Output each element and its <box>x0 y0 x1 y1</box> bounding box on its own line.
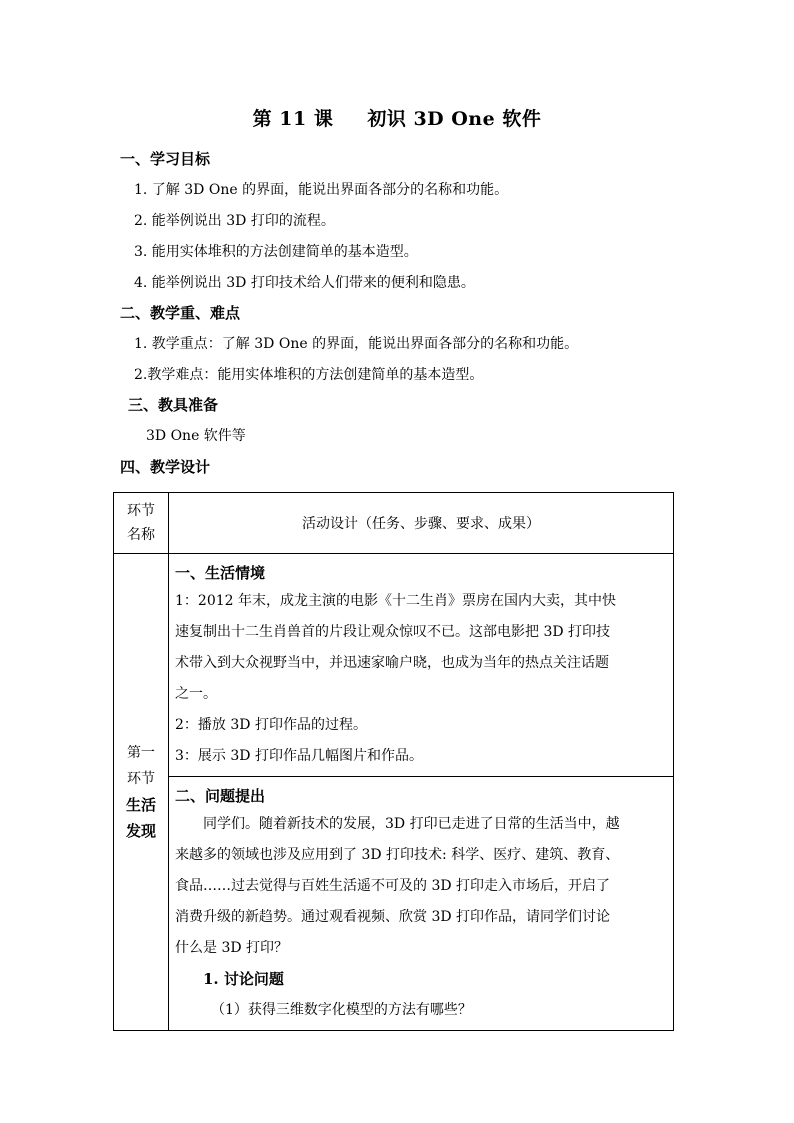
context-line: 1：2012 年末，成龙主演的电影《十二生肖》票房在国内大卖，其中快 <box>175 593 616 609</box>
header-stage-name: 环节 名称 <box>114 493 169 554</box>
lesson-number: 第 11 课 <box>252 108 334 130</box>
context-line: 之一。 <box>175 686 217 702</box>
teaching-design-table <box>113 492 674 1031</box>
difficult-point: 2.教学难点：能用实体堆积的方法创建简单的基本造型。 <box>134 367 484 383</box>
problem-raising-cell <box>169 777 674 1031</box>
table-row <box>114 554 674 777</box>
table-header-row <box>114 493 674 554</box>
objective-3: 3. 能用实体堆积的方法创建简单的基本造型。 <box>134 244 418 260</box>
life-context-cell <box>169 554 674 777</box>
objective-1: 1. 了解 3D One 的界面，能说出界面各部分的名称和功能。 <box>134 182 509 198</box>
section3-heading: 三、教具准备 <box>128 396 219 414</box>
section2-heading: 二、教学重、难点 <box>120 304 241 322</box>
header-activity-design: 活动设计（任务、步骤、要求、成果） <box>169 493 674 554</box>
key-point: 1. 教学重点：了解 3D One 的界面，能说出界面各部分的名称和功能。 <box>134 336 579 352</box>
page-title <box>0 104 794 131</box>
context-line: 速复制出十二生肖兽首的片段让观众惊叹不已。这部电影把 3D 打印技 <box>175 624 611 640</box>
problem-line: 什么是 3D 打印？ <box>175 940 289 956</box>
objective-2: 2. 能举例说出 3D 打印的流程。 <box>134 213 335 229</box>
problem-line: 消费升级的新趋势。通过观看视频、欣赏 3D 打印作品，请同学们讨论 <box>175 909 611 925</box>
lesson-name: 初识 3D One 软件 <box>367 108 542 130</box>
problem-raising-heading: 二、问题提出 <box>175 787 266 805</box>
context-line: 2：播放 3D 打印作品的过程。 <box>175 717 367 733</box>
discussion-question: （1）获得三维数字化模型的方法有哪些？ <box>211 1002 472 1018</box>
context-line: 3：展示 3D 打印作品几幅图片和作品。 <box>175 748 423 764</box>
section1-heading: 一、学习目标 <box>120 150 211 168</box>
life-context-heading: 一、生活情境 <box>175 564 266 582</box>
context-line: 术带入到大众视野当中，并迅速家喻户晓，也成为当年的热点关注话题 <box>175 655 609 671</box>
stage-one-cell: 第一 环节 生活 发现 <box>114 554 169 1031</box>
discussion-subheading: 1. 讨论问题 <box>203 970 284 988</box>
teaching-aids: 3D One 软件等 <box>146 428 246 444</box>
table-row <box>114 777 674 1031</box>
problem-line: 同学们。随着新技术的发展，3D 打印已走进了日常的生活当中，越 <box>203 816 620 832</box>
problem-line: 食品……过去觉得与百姓生活遥不可及的 3D 打印走入市场后，开启了 <box>175 878 611 894</box>
section4-heading: 四、教学设计 <box>120 458 211 476</box>
problem-line: 来越多的领域也涉及应用到了 3D 打印技术: 科学、医疗、建筑、教育、 <box>175 847 620 863</box>
objective-4: 4. 能举例说出 3D 打印技术给人们带来的便利和隐患。 <box>134 275 475 291</box>
